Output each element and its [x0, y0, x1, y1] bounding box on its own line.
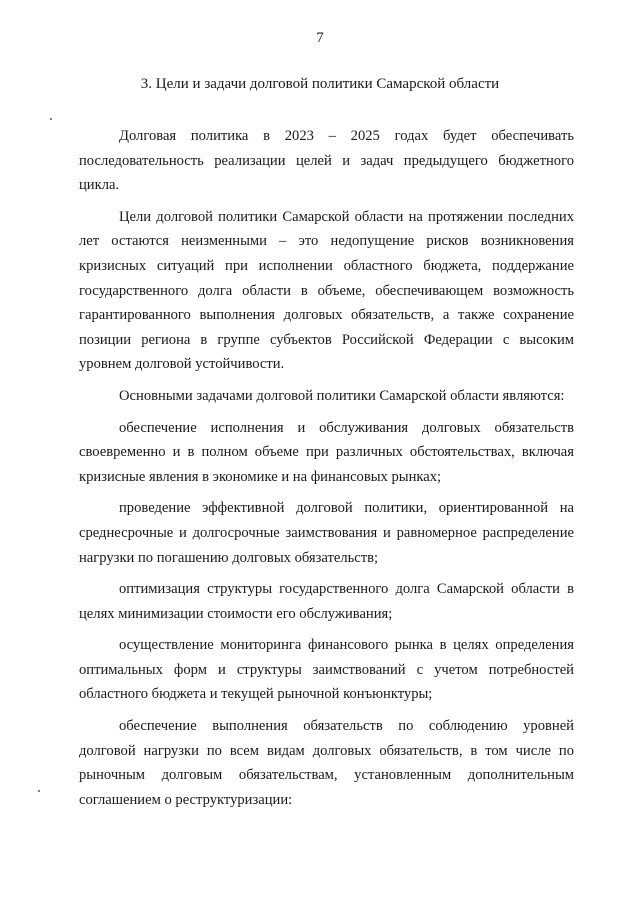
- paragraph-goals: Цели долговой политики Самарской области на протяжении последних лет остаются неизменными – это недопущение рисков возникновения кризисных ситуаций при исполнении областного бюджета, поддержание государственного долга области в объеме, обеспечивающем возможность гарантированного выполнения долговых обязательств, а также сохранение позиции региона в группе субъектов Российской Федерации с высоким уровнем долговой устойчивости.: [79, 208, 574, 373]
- section-heading: 3. Цели и задачи долговой политики Самарской области: [140, 76, 500, 92]
- paragraph-task-1: обеспечение исполнения и обслуживания долговых обязательств своевременно и в полном объеме при различных обстоятельствах, включая кризисные явления в экономике и на финансовых рынках;: [79, 419, 574, 485]
- paragraph-task-5: обеспечение выполнения обязательств по соблюдению уровней долговой нагрузки по всем видам долговых обязательств, в том числе по рыночным долговым обязательствам, установленным дополнительным соглашением о реструктуризации:: [79, 718, 574, 808]
- page-number: 7: [316, 30, 324, 46]
- paragraph-intro: Долговая политика в 2023 – 2025 годах будет обеспечивать последовательность реализации целей и задач предыдущего бюджетного цикла.: [79, 128, 574, 194]
- paragraph-task-3: оптимизация структуры государственного долга Самарской области в целях минимизации стоимости его обслуживания;: [79, 581, 574, 622]
- document-body: [79, 124, 574, 812]
- scan-speck: [38, 790, 40, 792]
- paragraph-tasks-intro: Основными задачами долговой политики Самарской области являются:: [119, 387, 565, 404]
- paragraph-task-2: проведение эффективной долговой политики, ориентированной на среднесрочные и долгосрочные заимствования и равномерное распределение нагрузки по погашению долговых обязательств;: [79, 500, 574, 566]
- scan-speck: [50, 118, 52, 120]
- paragraph-task-4: осуществление мониторинга финансового рынка в целях определения оптимальных форм и структуры заимствований с учетом потребностей областного бюджета и текущей рыночной конъюнктуры;: [79, 637, 574, 703]
